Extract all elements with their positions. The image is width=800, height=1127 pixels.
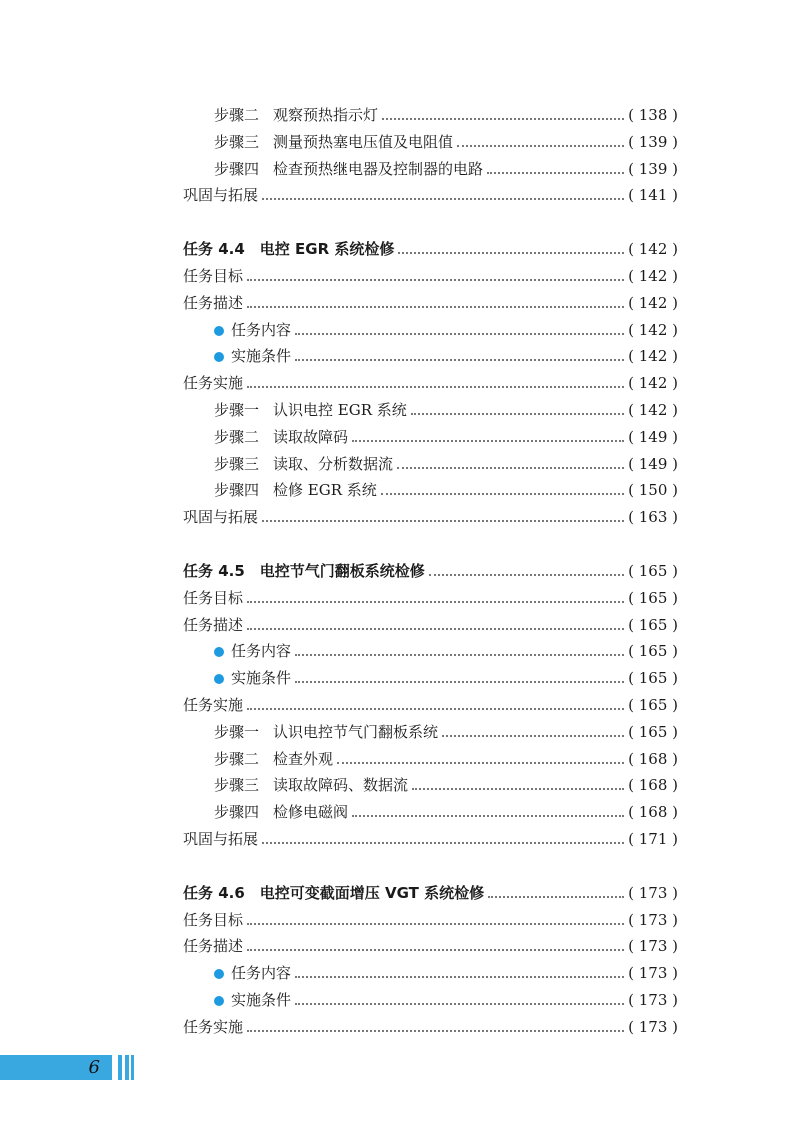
toc-page-ref: ( 163 ): [628, 508, 678, 527]
page-number: 6: [88, 1057, 100, 1078]
toc-entry-section[interactable]: [0, 907, 800, 933]
toc-page-number: 173: [638, 910, 668, 929]
dot-leader: [262, 842, 624, 844]
toc-page-ref: ( 142 ): [628, 347, 678, 366]
toc-entry-section[interactable]: [0, 933, 800, 959]
toc-entry-task[interactable]: [0, 558, 800, 584]
toc-entry-title: [0, 129, 453, 155]
toc-page-number: 168: [638, 803, 668, 822]
toc-entry-step[interactable]: [0, 424, 800, 450]
toc-entry-title: 实施条件: [0, 343, 291, 369]
toc-page-number: 165: [638, 669, 668, 688]
toc-page-ref: ( 171 ): [628, 830, 678, 848]
dot-leader: [247, 279, 624, 281]
step-text: 检修电磁阀: [273, 803, 349, 822]
toc-page-ref: ( 150 ): [628, 481, 678, 500]
toc-entry-step[interactable]: [0, 156, 800, 182]
toc-page-ref: ( 173 ): [628, 1017, 678, 1036]
toc-page-number: 138: [638, 106, 668, 124]
toc-entry-section[interactable]: [0, 1014, 800, 1040]
step-label: 步骤二: [214, 106, 260, 124]
toc-entry-title: 任务内容: [0, 960, 291, 986]
toc-page-ref: ( 165 ): [628, 588, 678, 607]
toc-entry-section[interactable]: [0, 585, 800, 611]
toc-page-number: 173: [638, 1017, 668, 1036]
toc-page-number: 171: [638, 830, 668, 848]
dot-leader: [247, 949, 624, 951]
toc-page-ref: ( 165 ): [628, 562, 678, 580]
toc-entry-title: 任务描述: [183, 615, 244, 634]
toc-page-ref: ( 173 ): [628, 883, 678, 902]
toc-page-ref: ( 173 ): [628, 937, 678, 956]
toc-page-ref: ( 168 ): [628, 776, 678, 795]
toc-entry-title: 任务 4.6 电控可变截面增压 VGT 系统检修: [183, 883, 485, 902]
toc-entry-title: 任务目标: [183, 588, 244, 607]
footer-stripe: [118, 1055, 122, 1080]
toc-entry-title: 任务目标: [183, 267, 244, 285]
dot-leader: [412, 788, 624, 790]
toc-page-ref: ( 142 ): [628, 374, 678, 393]
toc-entry-title: [0, 451, 393, 477]
toc-entry-step[interactable]: [0, 477, 800, 503]
dot-leader: [487, 172, 624, 174]
dot-leader: [411, 413, 624, 415]
dot-leader: [295, 333, 624, 335]
toc-entry-step[interactable]: [0, 719, 800, 745]
toc-entry-title: 任务内容: [0, 638, 291, 664]
toc-entry-title: 任务 4.5 电控节气门翻板系统检修: [183, 562, 425, 580]
toc-page-number: 142: [638, 293, 668, 312]
toc-entry-bullet[interactable]: [0, 987, 800, 1013]
toc-entry-title: 任务内容: [0, 317, 291, 343]
dot-leader: [295, 654, 624, 656]
step-label: 步骤三: [214, 454, 260, 473]
toc-entry-title: 巩固与拓展: [183, 186, 259, 205]
dot-leader: [295, 681, 624, 683]
toc-page-ref: ( 173 ): [628, 964, 678, 983]
step-text: 读取故障码: [273, 427, 349, 446]
toc-page-number: 168: [638, 776, 668, 795]
step-label: 步骤四: [214, 803, 260, 822]
toc-entry-step[interactable]: [0, 102, 800, 128]
toc-page-number: 149: [638, 427, 668, 446]
step-text: 检查预热继电器及控制器的电路: [273, 159, 484, 178]
toc-page-number: 141: [638, 186, 668, 205]
toc-entry-title: [0, 424, 348, 450]
dot-leader: [295, 1003, 624, 1005]
step-text: 检修 EGR 系统: [273, 481, 377, 500]
dot-leader: [398, 252, 624, 254]
dot-leader: [295, 359, 624, 361]
step-text: 读取、分析数据流: [273, 454, 394, 473]
dot-leader: [397, 467, 624, 469]
toc-page-number: 142: [638, 240, 668, 259]
toc-entry-section[interactable]: [0, 263, 800, 289]
toc-entry-section[interactable]: [0, 826, 800, 852]
toc-entry-task[interactable]: [0, 880, 800, 906]
toc-page-number: 142: [638, 320, 668, 339]
dot-leader: [337, 762, 624, 764]
toc-page-number: 165: [638, 722, 668, 741]
toc-entry-title: [0, 477, 377, 503]
toc-entry-step[interactable]: [0, 772, 800, 798]
toc-entry-section[interactable]: [0, 182, 800, 208]
dot-leader: [488, 896, 624, 898]
toc-entry-step[interactable]: [0, 746, 800, 772]
toc-entry-step[interactable]: [0, 397, 800, 423]
toc-page-ref: ( 142 ): [628, 320, 678, 339]
toc-entry-section[interactable]: [0, 290, 800, 316]
toc-page-ref: ( 168 ): [628, 803, 678, 822]
toc-page-number: 163: [638, 508, 668, 527]
step-label: 步骤二: [214, 749, 260, 768]
dot-leader: [262, 198, 624, 200]
toc-page-number: 173: [638, 937, 668, 956]
toc-page-number: 165: [638, 696, 668, 714]
step-label: 步骤四: [214, 481, 260, 500]
toc-page-number: 150: [638, 481, 668, 500]
toc-page-ref: ( 141 ): [628, 186, 678, 205]
dot-leader: [247, 628, 624, 630]
step-label: 步骤四: [214, 159, 260, 178]
toc-page-ref: ( 139 ): [628, 159, 678, 178]
toc-page-number: 165: [638, 588, 668, 607]
dot-leader: [457, 145, 624, 147]
step-text: 测量预热塞电压值及电阻值: [273, 132, 454, 151]
dot-leader: [247, 708, 624, 710]
dot-leader: [262, 520, 624, 522]
toc-page-ref: ( 149 ): [628, 427, 678, 446]
toc-page-number: 173: [638, 883, 668, 902]
dot-leader: [381, 493, 624, 495]
toc-entry-title: [0, 719, 438, 745]
dot-leader: [247, 306, 624, 308]
toc-entry-title: 任务目标: [183, 910, 244, 929]
toc-entry-bullet[interactable]: [0, 317, 800, 343]
dot-leader: [295, 976, 624, 978]
footer-stripe: [131, 1055, 134, 1080]
dot-leader: [382, 118, 624, 120]
toc-entry-title: [0, 156, 483, 182]
toc-entry-title: [0, 746, 333, 772]
step-text: 认识电控节气门翻板系统: [273, 722, 439, 741]
toc-page-ref: ( 165 ): [628, 696, 678, 714]
dot-leader: [442, 735, 624, 737]
toc-entry-title: 任务描述: [183, 293, 244, 312]
toc-page-number: 168: [638, 749, 668, 768]
toc-entry-title: 任务实施: [183, 1017, 244, 1036]
toc-page-ref: ( 142 ): [628, 240, 678, 259]
toc-entry-title: [0, 102, 378, 128]
toc-page-number: 165: [638, 562, 668, 580]
step-text: 读取故障码、数据流: [273, 776, 409, 795]
toc-page-number: 142: [638, 267, 668, 285]
toc-entry-title: 巩固与拓展: [183, 830, 259, 848]
toc-page-number: 142: [638, 374, 668, 393]
toc-page-ref: ( 165 ): [628, 669, 678, 688]
toc-page-number: 173: [638, 991, 668, 1009]
toc-page-ref: ( 165 ): [628, 615, 678, 634]
toc-entry-title: [0, 397, 407, 423]
toc-page-ref: ( 142 ): [628, 401, 678, 419]
toc-page-ref: ( 165 ): [628, 642, 678, 661]
toc-entry-title: 任务 4.4 电控 EGR 系统检修: [183, 240, 395, 259]
toc-page-ref: ( 173 ): [628, 991, 678, 1009]
toc-entry-step[interactable]: [0, 129, 800, 155]
dot-leader: [247, 601, 624, 603]
toc-entry-title: 任务实施: [183, 374, 244, 393]
toc-entry-bullet[interactable]: [0, 665, 800, 691]
toc-entry-bullet[interactable]: [0, 960, 800, 986]
toc-entry-title: 实施条件: [0, 665, 291, 691]
toc-entry-title: 任务描述: [183, 937, 244, 956]
step-label: 步骤一: [214, 722, 260, 741]
dot-leader: [247, 1030, 624, 1032]
dot-leader: [352, 815, 624, 817]
toc-page-ref: ( 168 ): [628, 749, 678, 768]
toc-page-ref: ( 142 ): [628, 267, 678, 285]
toc-page-ref: ( 142 ): [628, 293, 678, 312]
toc-entry-title: [0, 799, 348, 825]
toc-entry-section[interactable]: [0, 370, 800, 396]
toc-page-number: 142: [638, 401, 668, 419]
step-label: 步骤一: [214, 401, 260, 419]
toc-page-number: 165: [638, 615, 668, 634]
step-label: 步骤三: [214, 132, 260, 151]
toc-entry-task[interactable]: [0, 236, 800, 262]
toc-page-number: 139: [638, 159, 668, 178]
toc-page-ref: ( 139 ): [628, 132, 678, 151]
toc-entry-title: 巩固与拓展: [183, 508, 259, 527]
dot-leader: [352, 440, 624, 442]
toc-entry-step[interactable]: [0, 451, 800, 477]
dot-leader: [247, 923, 624, 925]
toc-page-ref: ( 165 ): [628, 722, 678, 741]
toc-entry-section[interactable]: [0, 504, 800, 530]
toc-entry-step[interactable]: [0, 799, 800, 825]
toc-page-ref: ( 138 ): [628, 106, 678, 124]
toc-page-ref: ( 173 ): [628, 910, 678, 929]
toc-page-number: 142: [638, 347, 668, 366]
toc-entry-title: 任务实施: [183, 696, 244, 714]
toc-page-number: 149: [638, 454, 668, 473]
toc-entry-section[interactable]: [0, 692, 800, 718]
toc-page-number: 139: [638, 132, 668, 151]
step-label: 步骤二: [214, 427, 260, 446]
toc-entry-section[interactable]: [0, 612, 800, 638]
step-text: 检查外观: [273, 749, 334, 768]
toc-entry-title: 实施条件: [0, 987, 291, 1013]
step-text: 认识电控 EGR 系统: [273, 401, 407, 419]
dot-leader: [247, 386, 624, 388]
toc-entry-bullet[interactable]: [0, 343, 800, 369]
toc-page-ref: ( 149 ): [628, 454, 678, 473]
footer-stripe: [125, 1055, 129, 1080]
dot-leader: [429, 574, 624, 576]
toc-page-number: 173: [638, 964, 668, 983]
toc-entry-title: [0, 772, 408, 798]
toc-page-number: 165: [638, 642, 668, 661]
step-label: 步骤三: [214, 776, 260, 795]
step-text: 观察预热指示灯: [273, 106, 379, 124]
toc-entry-bullet[interactable]: [0, 638, 800, 664]
